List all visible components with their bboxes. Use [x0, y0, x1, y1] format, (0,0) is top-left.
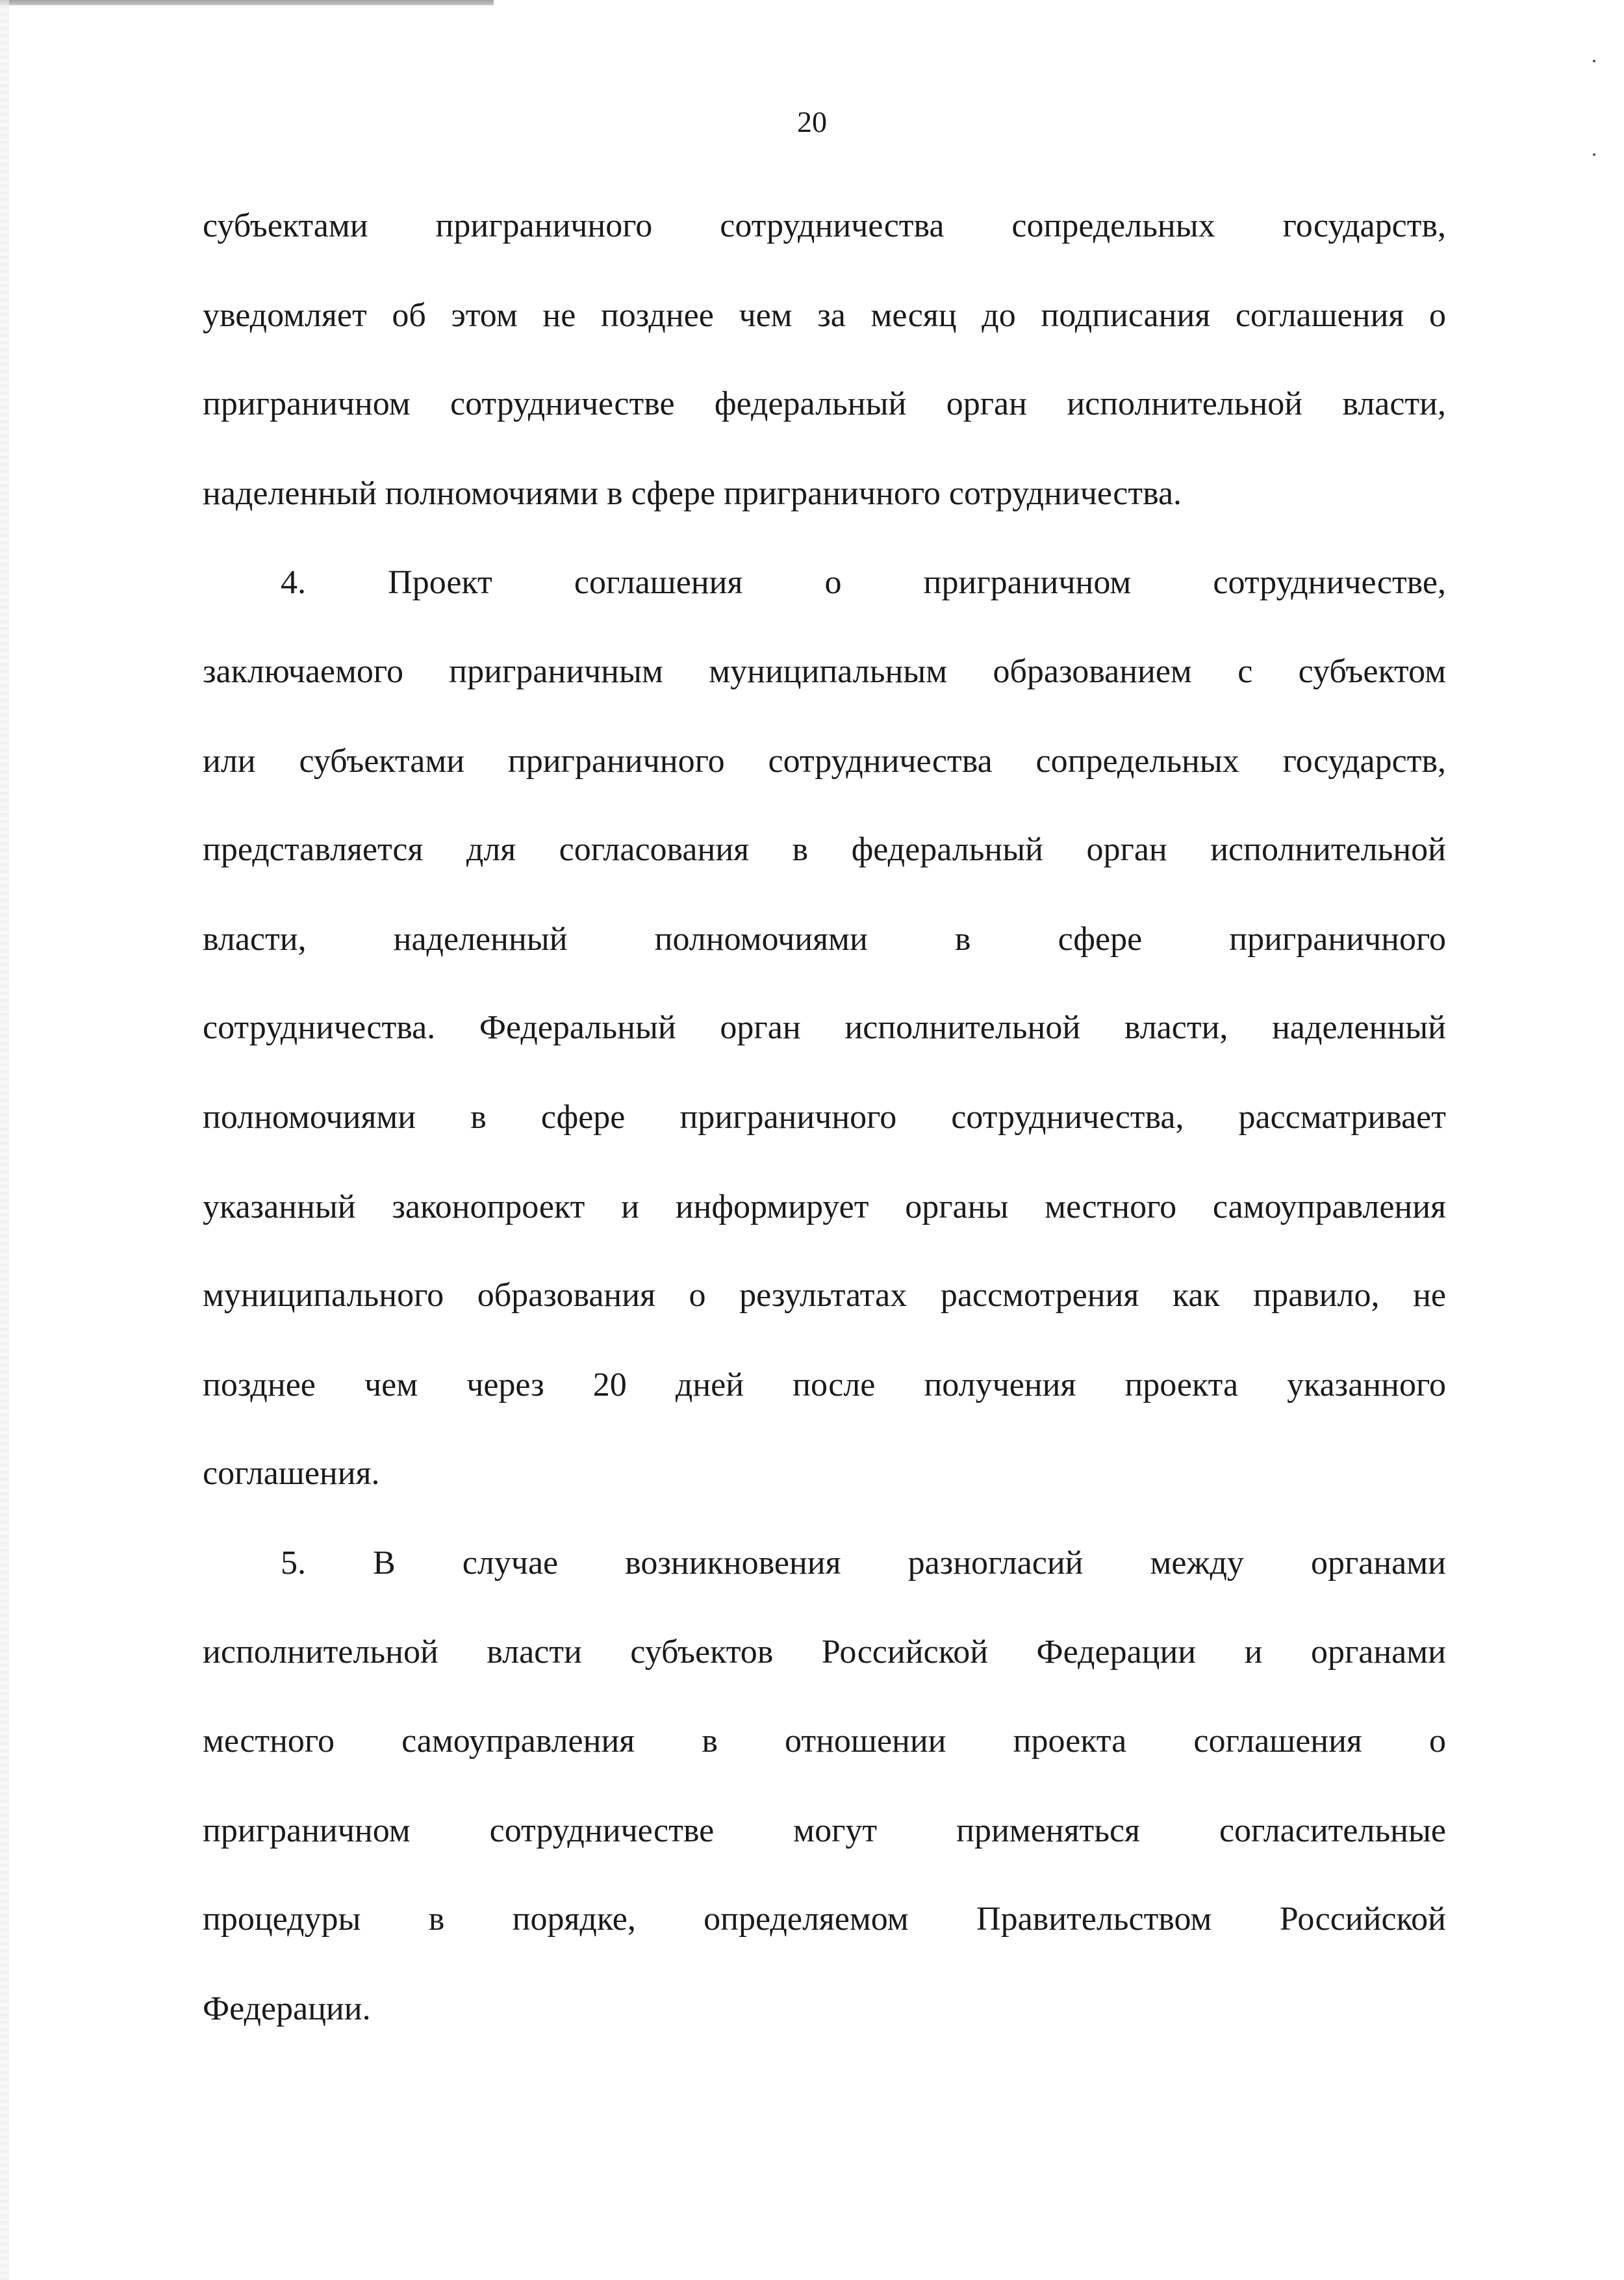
text-line: полномочиями в сфере приграничного сотрудничества, рассматривает [203, 1099, 1446, 1136]
text-line: наделенный полномочиями в сфере приграничного сотрудничества. [203, 475, 1182, 512]
text-line: заключаемого приграничным муниципальным образованием с субъектом [203, 653, 1446, 690]
text-line: приграничном сотрудничестве федеральный орган исполнительной власти, [203, 385, 1446, 422]
text-line: приграничном сотрудничестве могут применяться согласительные [203, 1812, 1446, 1849]
text-line: субъектами приграничного сотрудничества сопредельных государств, [203, 207, 1446, 244]
text-line: или субъектами приграничного сотрудничества сопредельных государств, [203, 743, 1446, 780]
text-line: муниципального образования о результатах рассмотрения как правило, не [203, 1277, 1446, 1314]
text-line: уведомляет об этом не позднее чем за месяц до подписания соглашения о [203, 297, 1446, 334]
paragraph-4-start: 4. Проект соглашения о приграничном сотрудничестве, [281, 564, 1446, 601]
scan-edge-top [0, 0, 494, 5]
text-line: сотрудничества. Федеральный орган исполнительной власти, наделенный [203, 1009, 1446, 1046]
text-line: процедуры в порядке, определяемом Правительством Российской [203, 1901, 1446, 1938]
text-line: позднее чем через 20 дней после получения проекта указанного [203, 1366, 1446, 1403]
text-line: соглашения. [203, 1455, 380, 1492]
paragraph-5-start: 5. В случае возникновения разногласий между органами [281, 1544, 1446, 1582]
page-number: 20 [797, 105, 827, 138]
text-line: исполнительной власти субъектов Российской Федерации и органами [203, 1633, 1446, 1671]
text-line: Федерации. [203, 1990, 371, 2027]
text-line: местного самоуправления в отношении проекта соглашения о [203, 1723, 1446, 1760]
text-line: представляется для согласования в федеральный орган исполнительной [203, 831, 1446, 868]
text-line: указанный законопроект и информирует органы местного самоуправления [203, 1188, 1446, 1225]
text-line: власти, наделенный полномочиями в сфере приграничного [203, 921, 1446, 958]
scan-edge-left [0, 0, 9, 2280]
scan-speck [1593, 153, 1595, 156]
scan-speck [1593, 60, 1595, 62]
